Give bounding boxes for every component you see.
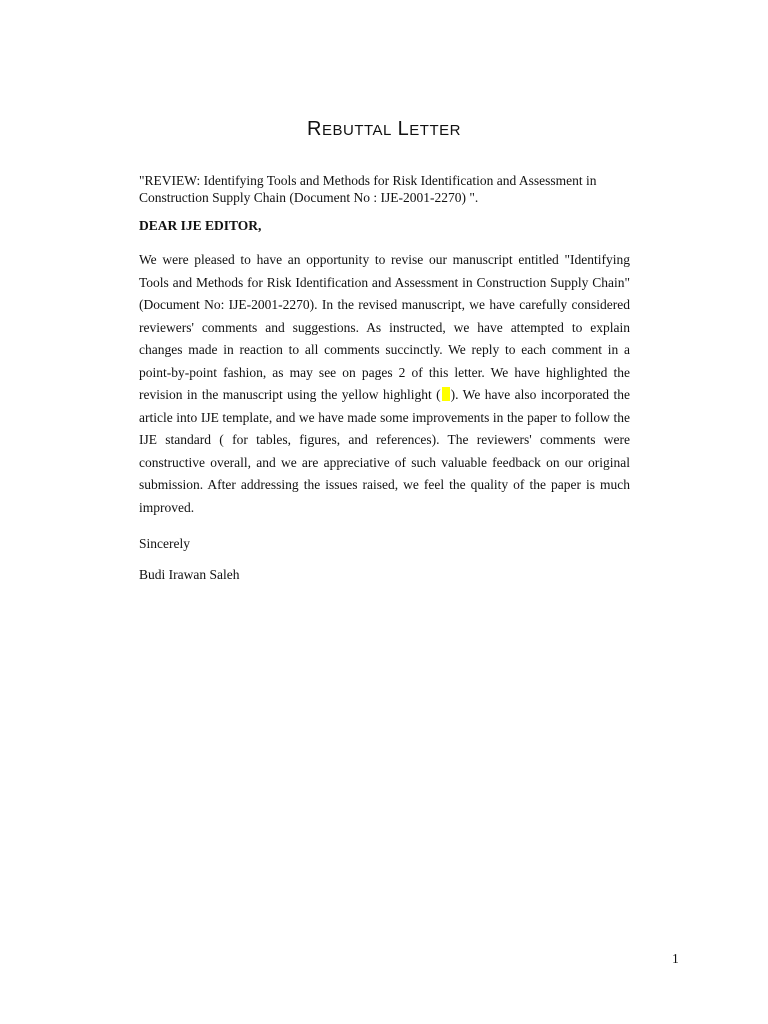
yellow-highlight-swatch: [442, 387, 450, 401]
title-word-2-initial: L: [397, 118, 410, 140]
body-paragraph: [139, 249, 630, 519]
body-text-part-2: ). We have also incorporated the article into IJE template, and we have made some improvements in the paper to follow the IJE standard ( for tables, figures, and references). The reviewers' comments were constructive overall, and we are appreciative of such valuable feedback on our original submission. After addressing the issues raised, we feel the quality of the paper is much improved.: [139, 387, 630, 515]
title-word-2-rest: ETTER: [409, 122, 461, 139]
closing: Sincerely: [139, 536, 190, 551]
letter-title: [0, 118, 768, 141]
body-text-part-1: We were pleased to have an opportunity to revise our manuscript entitled "Identifying Tools and Methods for Risk Identification and Assessment in Construction Supply Chain" (Document No: IJE-2001-2270). In the revised manuscript, we have carefully considered reviewers' comments and suggestions. As instructed, we have attempted to explain changes made in reaction to all comments succinctly. We reply to each comment in a point-by-point fashion, as may see on pages 2 of this letter. We have highlighted the revision in the manuscript using the yellow highlight (: [139, 252, 630, 402]
page-number: 1: [672, 951, 679, 966]
title-word-1-rest: EBUTTAL: [321, 122, 392, 139]
signer-name: Budi Irawan Saleh: [139, 567, 240, 582]
review-reference: "REVIEW: Identifying Tools and Methods for Risk Identification and Assessment in Construction Supply Chain (Document No : IJE-2001-2270) ".: [139, 173, 597, 205]
salutation: DEAR IJE EDITOR,: [139, 218, 262, 233]
title-word-1-initial: R: [307, 118, 322, 140]
